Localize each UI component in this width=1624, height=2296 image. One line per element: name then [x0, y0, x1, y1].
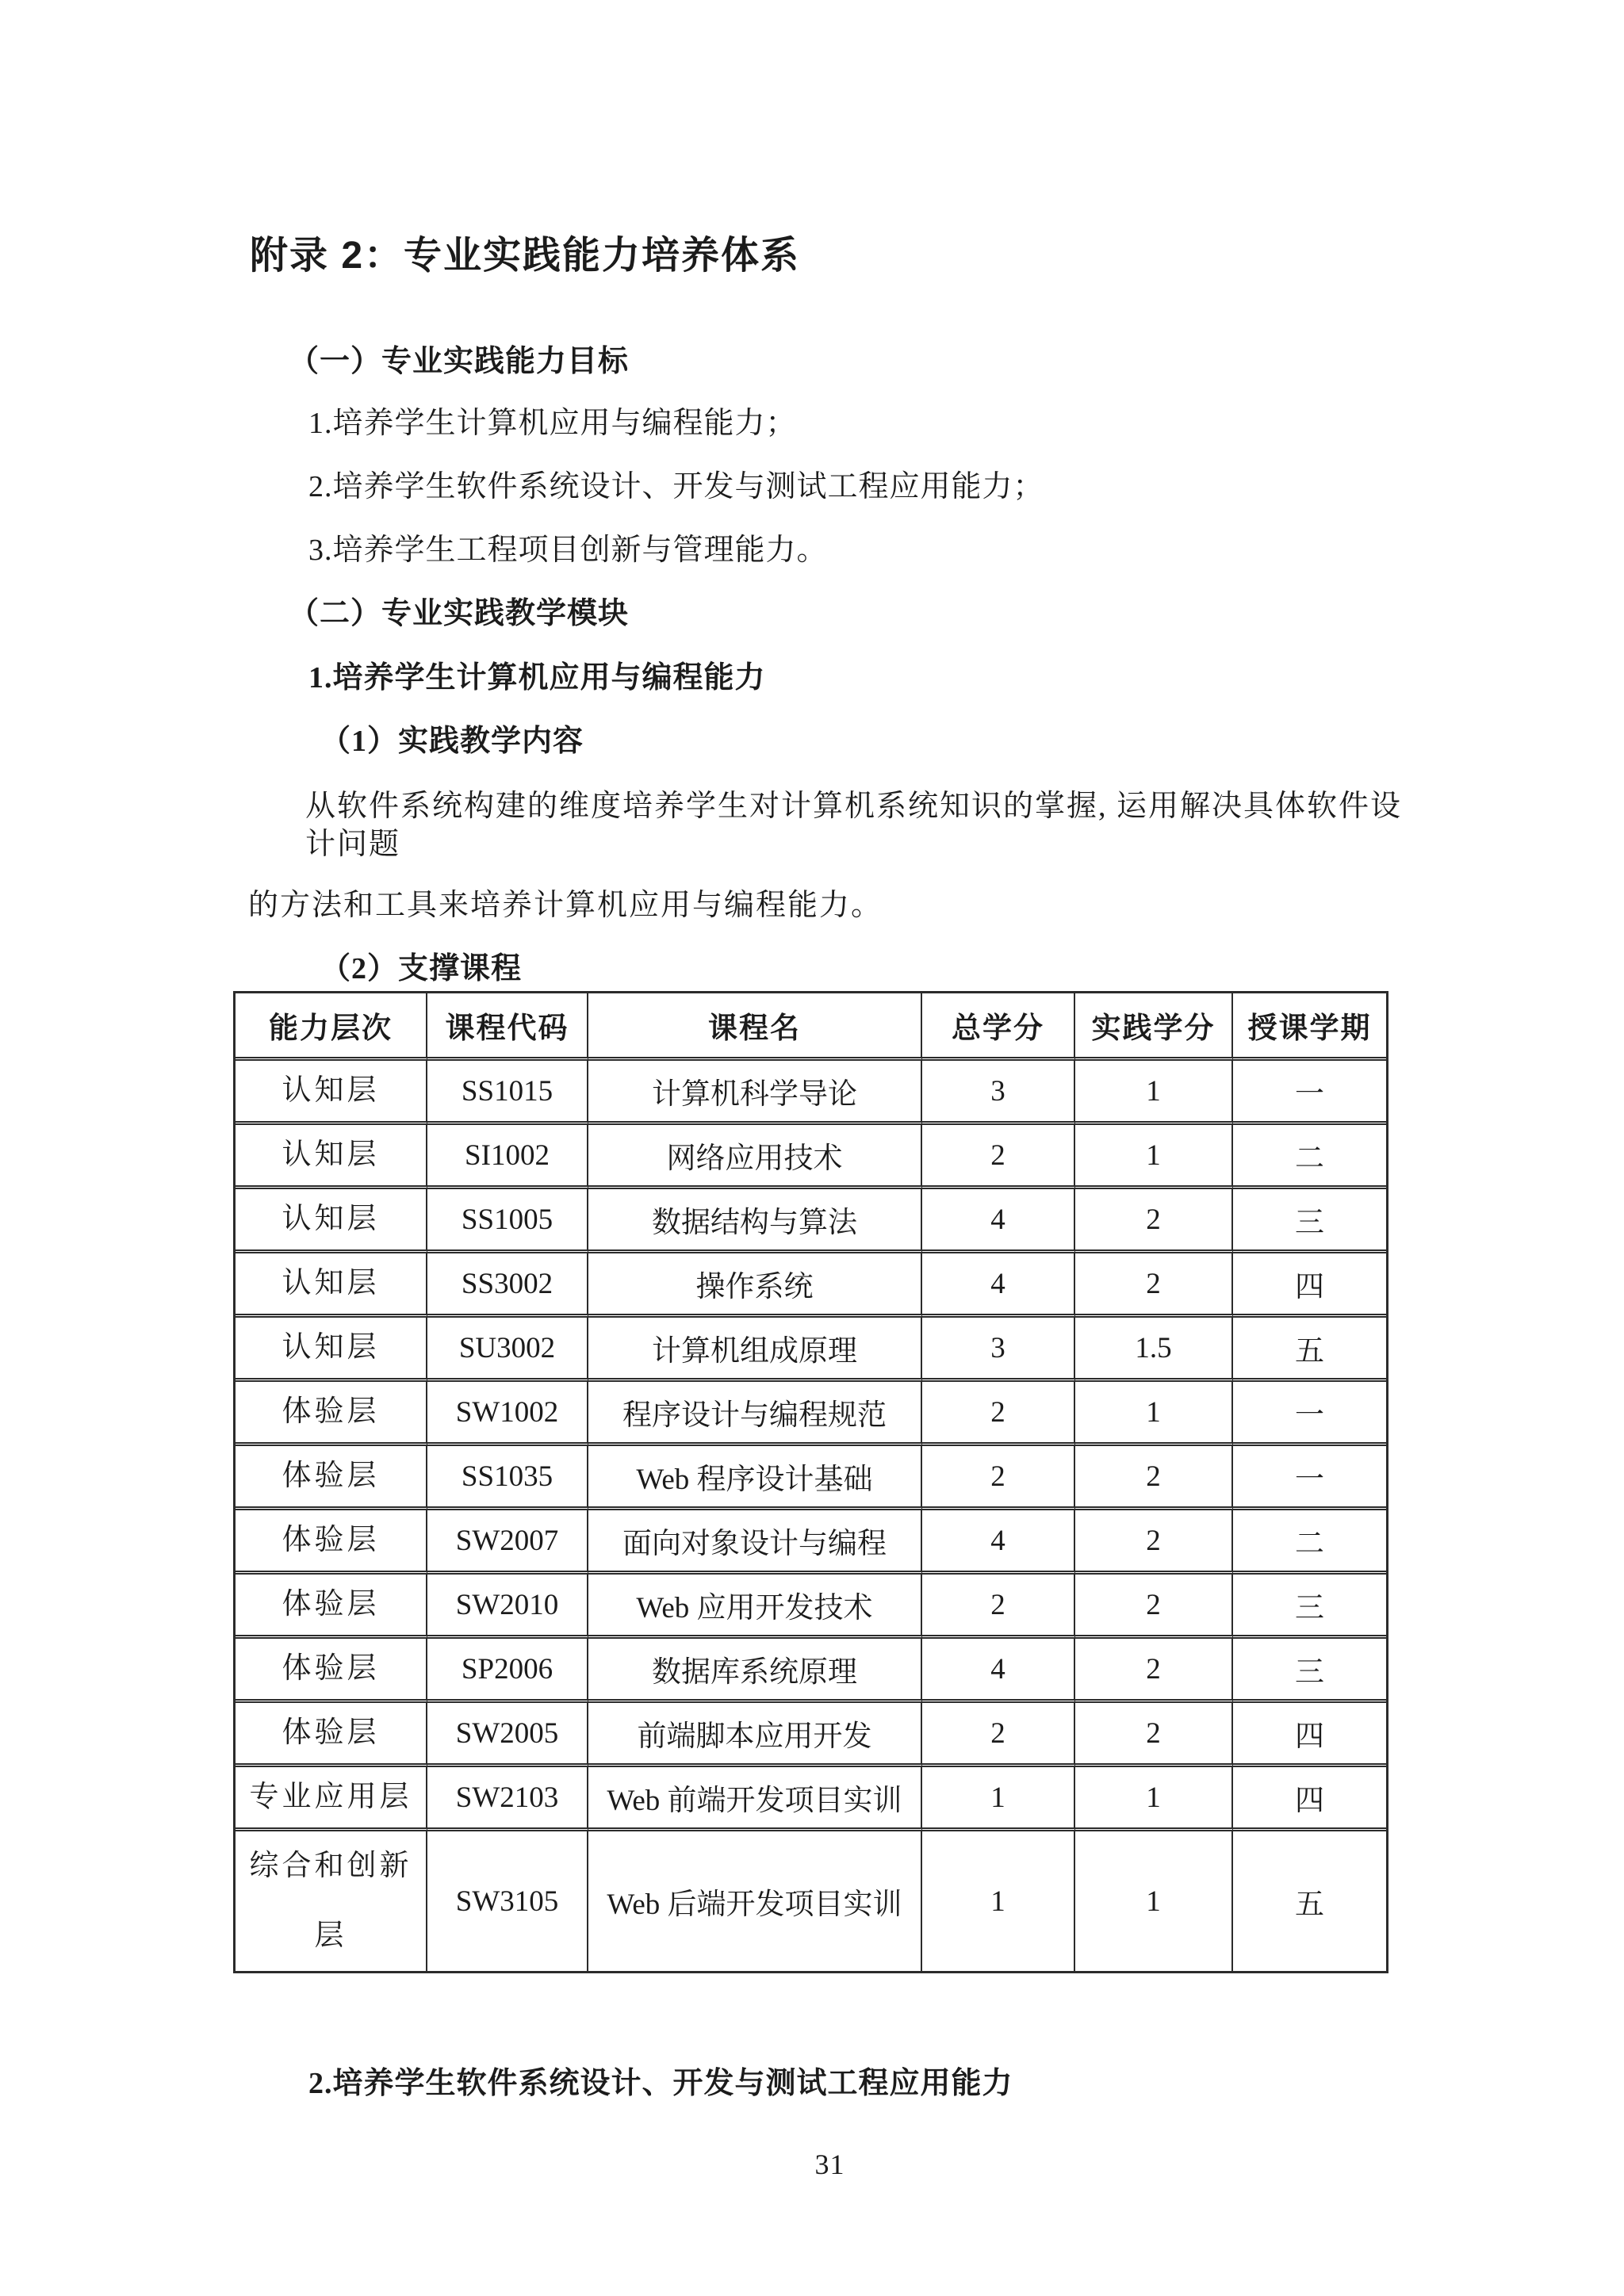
table-cell: 1	[1075, 1382, 1233, 1446]
table-cell: 1	[1075, 1767, 1233, 1831]
table-cell: 2	[1075, 1575, 1233, 1639]
col-header-practice-credits: 实践学分	[1075, 993, 1233, 1061]
table-cell: 认知层	[236, 1061, 427, 1125]
table-cell: SW2005	[427, 1703, 588, 1767]
table-cell: SW2103	[427, 1767, 588, 1831]
table-cell: 2	[922, 1446, 1075, 1510]
table-cell: 1.5	[1075, 1318, 1233, 1382]
table-row	[236, 1382, 1386, 1446]
table-cell: 五	[1233, 1318, 1386, 1382]
table-cell: 一	[1233, 1061, 1386, 1125]
table-cell: 2	[1075, 1510, 1233, 1575]
col-header-course-code: 课程代码	[427, 993, 588, 1061]
table-cell: 一	[1233, 1382, 1386, 1446]
table-cell: SW2007	[427, 1510, 588, 1575]
table-cell: 体验层	[236, 1575, 427, 1639]
table-cell: 一	[1233, 1446, 1386, 1510]
table-row	[236, 1510, 1386, 1575]
table-cell: 专业应用层	[236, 1767, 427, 1831]
table-cell: SP2006	[427, 1639, 588, 1703]
table-row	[236, 1767, 1386, 1831]
table-cell: Web 应用开发技术	[588, 1575, 922, 1639]
goal-item-2: 2.培养学生软件系统设计、开发与测试工程应用能力；	[308, 470, 1044, 503]
table-cell: SI1002	[427, 1125, 588, 1189]
table-cell: 2	[922, 1575, 1075, 1639]
table-cell: 2	[1075, 1189, 1233, 1253]
table-cell: 1	[922, 1831, 1075, 1971]
table-cell: 计算机组成原理	[588, 1318, 922, 1382]
table-row	[236, 1575, 1386, 1639]
table-cell: 二	[1233, 1125, 1386, 1189]
table-cell: 4	[922, 1253, 1075, 1318]
table-cell: SU3002	[427, 1318, 588, 1382]
table-cell: 前端脚本应用开发	[588, 1703, 922, 1767]
table-cell: 2	[1075, 1253, 1233, 1318]
table-cell: 面向对象设计与编程	[588, 1510, 922, 1575]
table-cell: 数据结构与算法	[588, 1189, 922, 1253]
table-cell: 体验层	[236, 1510, 427, 1575]
col-header-ability-level: 能力层次	[236, 993, 427, 1061]
table-cell: 四	[1233, 1253, 1386, 1318]
table-cell: 数据库系统原理	[588, 1639, 922, 1703]
table-cell: SS1015	[427, 1061, 588, 1125]
module1-heading: 1.培养学生计算机应用与编程能力	[308, 661, 766, 695]
table-cell: 体验层	[236, 1382, 427, 1446]
table-cell: 四	[1233, 1703, 1386, 1767]
table-cell: 网络应用技术	[588, 1125, 922, 1189]
table-cell: Web 后端开发项目实训	[588, 1831, 922, 1971]
table-cell: SW1002	[427, 1382, 588, 1446]
table-cell: 4	[922, 1639, 1075, 1703]
goal-item-3: 3.培养学生工程项目创新与管理能力。	[308, 534, 828, 567]
table-cell: 3	[922, 1318, 1075, 1382]
table-cell: 3	[922, 1061, 1075, 1125]
table-cell: 1	[1075, 1125, 1233, 1189]
table-cell: 三	[1233, 1575, 1386, 1639]
table-cell: 三	[1233, 1189, 1386, 1253]
table-cell: 2	[1075, 1639, 1233, 1703]
col-header-semester: 授课学期	[1233, 993, 1386, 1061]
table-row	[236, 1253, 1386, 1318]
table-cell: 体验层	[236, 1639, 427, 1703]
table-cell: 认知层	[236, 1318, 427, 1382]
table-row	[236, 1318, 1386, 1382]
table-cell: 体验层	[236, 1703, 427, 1767]
col-header-total-credits: 总学分	[922, 993, 1075, 1061]
table-cell: SS3002	[427, 1253, 588, 1318]
table-cell: SS1005	[427, 1189, 588, 1253]
section1-heading: （一）专业实践能力目标	[289, 345, 630, 378]
table-cell: 程序设计与编程规范	[588, 1382, 922, 1446]
table-cell: 2	[922, 1125, 1075, 1189]
goal-item-1: 1.培养学生计算机应用与编程能力；	[308, 407, 797, 440]
table-cell: SW2010	[427, 1575, 588, 1639]
table-cell: 1	[922, 1767, 1075, 1831]
page-title: 附录 2：专业实践能力培养体系	[250, 235, 801, 277]
table-cell: 操作系统	[588, 1253, 922, 1318]
table-row	[236, 1831, 1386, 1971]
paragraph-line-2: 的方法和工具来培养计算机应用与编程能力。	[248, 889, 883, 922]
table-cell: SW3105	[427, 1831, 588, 1971]
sub1-heading: （1）实践教学内容	[320, 725, 584, 758]
paragraph-line-1: 从软件系统构建的维度培养学生对计算机系统知识的掌握, 运用解决具体软件设计问题	[305, 790, 1403, 861]
table-cell: 2	[1075, 1703, 1233, 1767]
table-cell: Web 前端开发项目实训	[588, 1767, 922, 1831]
table-cell: 五	[1295, 1888, 1324, 1921]
section2-heading: （二）专业实践教学模块	[289, 597, 630, 630]
table-cell: 二	[1233, 1510, 1386, 1575]
page-number: 31	[814, 2149, 845, 2180]
sub2-heading: （2）支撑课程	[320, 952, 523, 985]
table-row	[236, 1703, 1386, 1767]
table-cell: 2	[922, 1703, 1075, 1767]
table-row	[236, 1639, 1386, 1703]
table-cell: 四	[1233, 1767, 1386, 1831]
table-row	[236, 1061, 1386, 1125]
table-cell: 1	[1075, 1061, 1233, 1125]
table-cell: 认知层	[236, 1189, 427, 1253]
table-cell: 4	[922, 1510, 1075, 1575]
table-cell: 4	[922, 1189, 1075, 1253]
table-cell: SS1035	[427, 1446, 588, 1510]
table-cell: 1	[1075, 1831, 1233, 1971]
table-cell: 体验层	[236, 1446, 427, 1510]
table-cell: 2	[922, 1382, 1075, 1446]
table-row	[236, 1446, 1386, 1510]
table-cell: 计算机科学导论	[588, 1061, 922, 1125]
table-cell: 认知层	[236, 1125, 427, 1189]
table-row	[236, 1125, 1386, 1189]
support-courses-table	[233, 991, 1388, 1973]
table-cell: 综合和创新层	[236, 1831, 427, 1971]
table-cell: 2	[1075, 1446, 1233, 1510]
table-cell: Web 程序设计基础	[588, 1446, 922, 1510]
module2-heading: 2.培养学生软件系统设计、开发与测试工程应用能力	[308, 2067, 1013, 2100]
table-row	[236, 1189, 1386, 1253]
col-header-course-name: 课程名	[588, 993, 922, 1061]
table-header-row	[236, 993, 1386, 1061]
table-cell: 三	[1233, 1639, 1386, 1703]
table-cell: 认知层	[236, 1253, 427, 1318]
